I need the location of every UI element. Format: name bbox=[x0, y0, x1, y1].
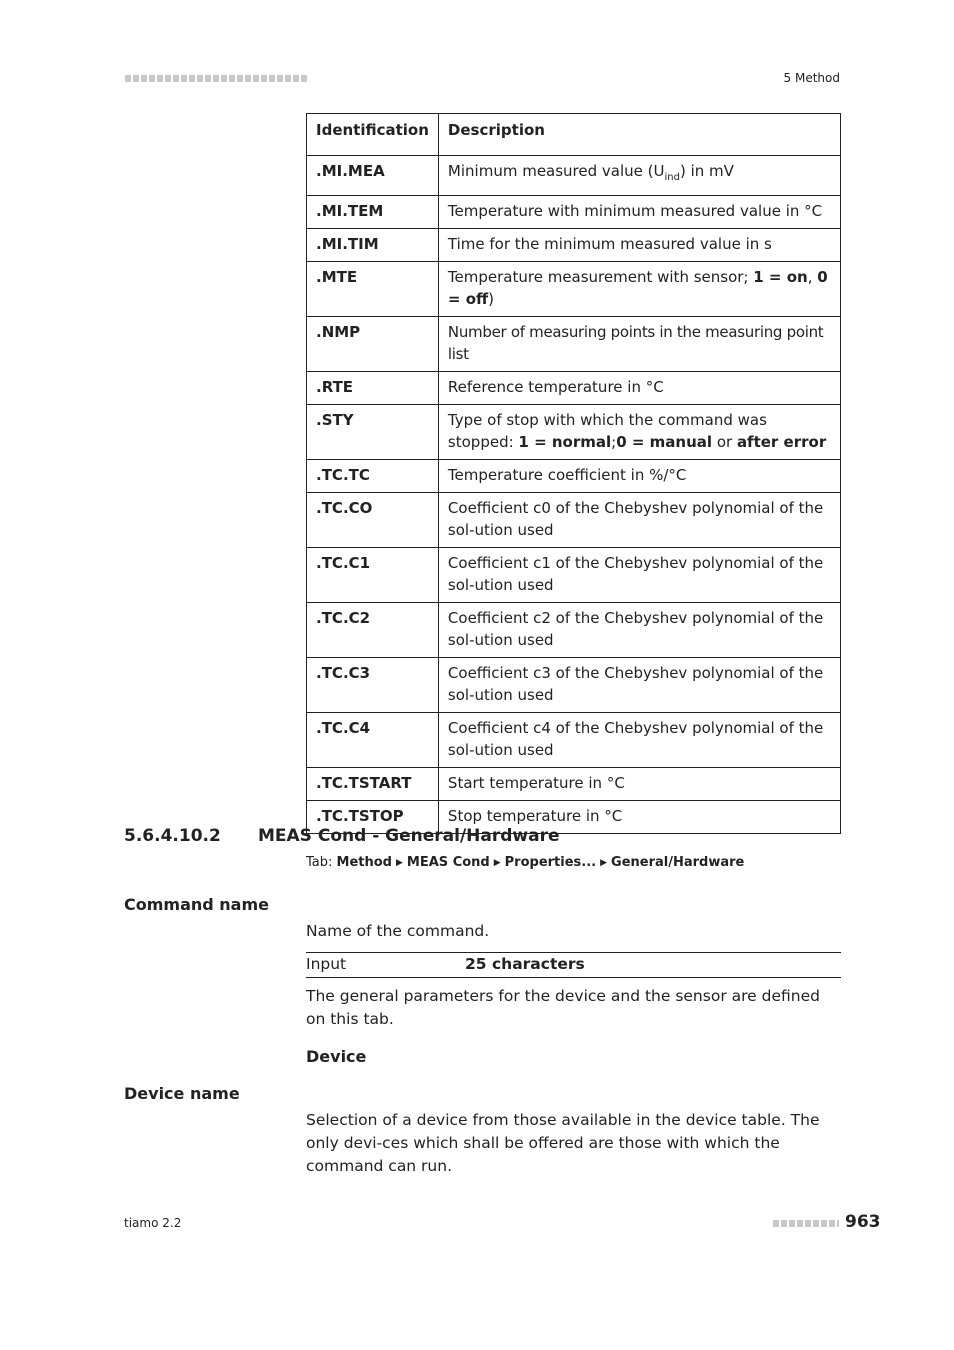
device-name-label: Device name bbox=[124, 1084, 240, 1103]
triangle-right-icon: ▶ bbox=[600, 858, 608, 868]
row-description: Time for the minimum measured value in s bbox=[438, 229, 840, 262]
table-row bbox=[307, 372, 841, 405]
row-description: Temperature with minimum measured value in °C bbox=[438, 196, 840, 229]
header-section: 5 Method bbox=[783, 71, 840, 85]
row-identification: .TC.TC bbox=[307, 460, 439, 493]
row-identification: .TC.CO bbox=[307, 493, 439, 548]
row-description: Coefficient c4 of the Chebyshev polynomial of the sol-ution used bbox=[438, 713, 840, 768]
table-row bbox=[307, 229, 841, 262]
row-identification: .TC.TSTART bbox=[307, 768, 439, 801]
row-description: Number of measuring points in the measuring point list bbox=[438, 317, 840, 372]
tab-path-item: General/Hardware bbox=[611, 855, 745, 870]
device-name-description: Selection of a device from those available in the device table. The only devi-ces which shall be offered are those with which the command can run. bbox=[306, 1111, 820, 1175]
row-description: Minimum measured value $(U_{ind})$ in mV bbox=[438, 156, 840, 196]
tab-path-prefix: Tab: bbox=[306, 855, 337, 870]
row-description: Temperature measurement with sensor; 1 = on, 0 = off) bbox=[438, 262, 840, 317]
table-row bbox=[307, 460, 841, 493]
tab-path bbox=[306, 855, 744, 870]
row-identification: .NMP bbox=[307, 317, 439, 372]
row-description: Stop temperature in °C bbox=[438, 801, 840, 834]
row-identification: .STY bbox=[307, 405, 439, 460]
table-row bbox=[307, 405, 841, 460]
table-row bbox=[307, 603, 841, 658]
section-number: 5.6.4.10.2 bbox=[124, 826, 221, 846]
row-identification: .TC.C4 bbox=[307, 713, 439, 768]
row-identification: .MI.TIM bbox=[307, 229, 439, 262]
footer-decoration bbox=[773, 1220, 839, 1227]
triangle-right-icon: ▶ bbox=[396, 858, 403, 868]
command-name-description: Name of the command. bbox=[306, 922, 490, 940]
table-row bbox=[307, 156, 841, 196]
column-header-identification: Identification bbox=[307, 114, 439, 156]
table-row bbox=[307, 196, 841, 229]
row-description: Coefficient c3 of the Chebyshev polynomial of the sol-ution used bbox=[438, 658, 840, 713]
variables-table bbox=[306, 113, 841, 834]
command-name-label: Command name bbox=[124, 895, 269, 914]
table-row bbox=[307, 493, 841, 548]
section-title: MEAS Cond - General/Hardware bbox=[258, 826, 560, 846]
row-description: Coefficient c0 of the Chebyshev polynomial of the sol-ution used bbox=[438, 493, 840, 548]
device-heading: Device bbox=[306, 1047, 367, 1066]
row-description: Start temperature in °C bbox=[438, 768, 840, 801]
tab-path-item: MEAS Cond bbox=[406, 855, 490, 870]
input-spec-key: Input bbox=[306, 955, 347, 973]
row-identification: .TC.C3 bbox=[307, 658, 439, 713]
row-identification: .MTE bbox=[307, 262, 439, 317]
general-description: The general parameters for the device and the sensor are defined on this tab. bbox=[306, 987, 820, 1028]
tab-path-item: Method bbox=[336, 855, 392, 870]
row-description: Coefficient c1 of the Chebyshev polynomial of the sol-ution used bbox=[438, 548, 840, 603]
footer-product: tiamo 2.2 bbox=[124, 1216, 182, 1230]
row-identification: .TC.C2 bbox=[307, 603, 439, 658]
table-row bbox=[307, 713, 841, 768]
input-spec-row bbox=[306, 952, 841, 978]
triangle-right-icon: ▶ bbox=[493, 858, 501, 868]
table-row bbox=[307, 548, 841, 603]
row-identification: .RTE bbox=[307, 372, 439, 405]
row-description: Type of stop with which the command was stopped: 1 = normal;0 = manual or after error bbox=[438, 405, 840, 460]
row-description: Coefficient c2 of the Chebyshev polynomial of the sol-ution used bbox=[438, 603, 840, 658]
row-identification: .TC.C1 bbox=[307, 548, 439, 603]
page-number: 963 bbox=[845, 1212, 881, 1232]
table-header-row bbox=[307, 114, 841, 156]
row-identification: .MI.TEM bbox=[307, 196, 439, 229]
input-spec-value: 25 characters bbox=[465, 955, 585, 973]
row-identification: .TC.TSTOP bbox=[307, 801, 439, 834]
table-row bbox=[307, 317, 841, 372]
column-header-description: Description bbox=[438, 114, 840, 156]
table-row bbox=[307, 768, 841, 801]
header-decoration bbox=[125, 75, 307, 82]
row-identification: .MI.MEA bbox=[307, 156, 439, 196]
tab-path-item: Properties... bbox=[504, 855, 597, 870]
row-description: Reference temperature in °C bbox=[438, 372, 840, 405]
table-row bbox=[307, 262, 841, 317]
row-description: Temperature coefficient in %/°C bbox=[438, 460, 840, 493]
table-row bbox=[307, 658, 841, 713]
